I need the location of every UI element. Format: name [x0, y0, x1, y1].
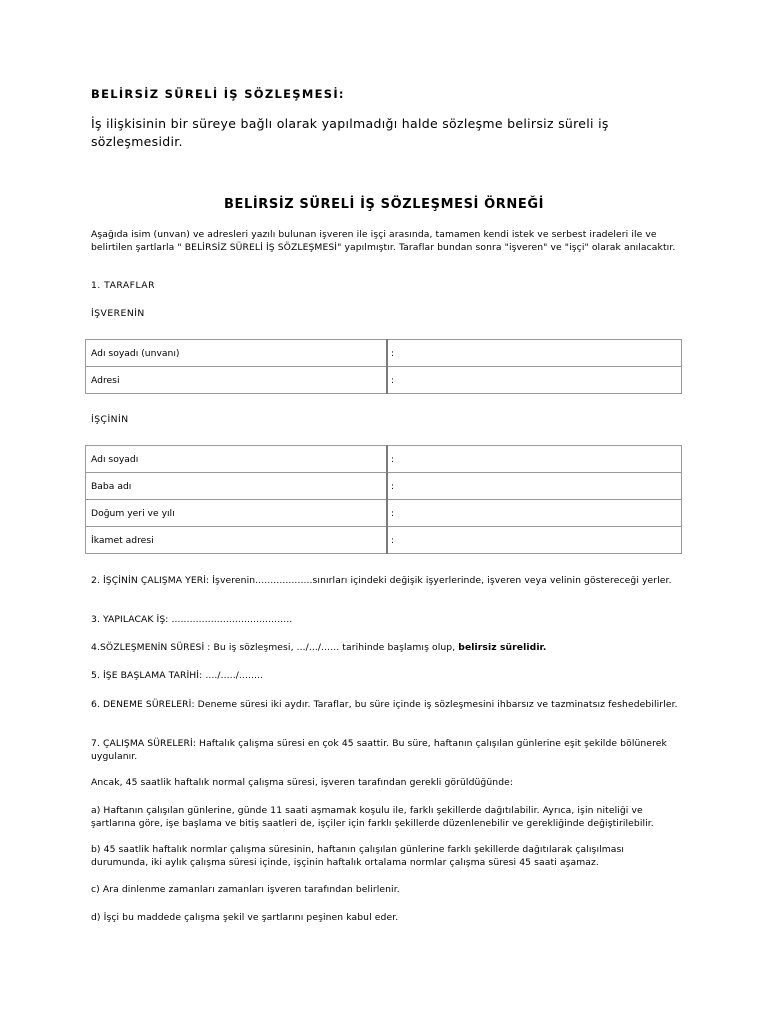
employer-heading: İŞVERENİN — [91, 308, 145, 319]
worker-birth-field[interactable]: : — [387, 500, 682, 527]
worker-address-field[interactable]: : — [387, 527, 682, 554]
table-row — [86, 473, 682, 500]
employer-name-field[interactable]: : — [387, 340, 682, 367]
job-clause: 3. YAPILACAK İŞ: ........................................ — [91, 614, 293, 625]
preamble: Aşağıda isim (unvan) ve adresleri yazılı bulunan işveren ile işçi arasında, tamamen kendi istek ve serbest iradeleri ile ve belirtilen şartlarla " BELİRSİZ SÜRELİ İŞ SÖZLEŞMESİ" yapılmıştır. Taraflar bundan sonra "işveren" ve "işçi" olarak anılacaktır. — [91, 229, 676, 253]
working-time-clause: 7. ÇALIŞMA SÜRELERİ: Haftalık çalışma süresi en çok 45 saattir. Bu süre, haftanın çalışılan günlerine eşit şekilde bölünerek uygulanır. — [91, 738, 667, 762]
intro-text: İş ilişkisinin bir süreye bağlı olarak yapılmadığı halde sözleşme belirsiz süreli iş sözleşmesidir. — [91, 116, 609, 149]
worker-table — [85, 445, 682, 554]
item-c: c) Ara dinlenme zamanları zamanları işveren tarafından belirlenir. — [91, 884, 400, 895]
table-row — [86, 340, 682, 367]
table-row — [86, 446, 682, 473]
table-row — [86, 500, 682, 527]
worker-name-field[interactable]: : — [387, 446, 682, 473]
start-date-clause: 5. İŞE BAŞLAMA TARİHİ: ..../...../........ — [91, 670, 264, 681]
duration-text: 4.SÖZLEŞMENİN SÜRESİ : Bu iş sözleşmesi, .../.../...... tarihinde başlamış olup, — [91, 642, 459, 653]
table-row — [86, 367, 682, 394]
worker-address-label: İkamet adresi — [86, 527, 388, 554]
parties-heading: 1. TARAFLAR — [91, 280, 155, 291]
worker-father-label: Baba adı — [86, 473, 388, 500]
employer-address-label: Adresi — [86, 367, 388, 394]
worker-birth-label: Doğum yeri ve yılı — [86, 500, 388, 527]
item-d: d) İşçi bu maddede çalışma şekil ve şartlarını peşinen kabul eder. — [91, 912, 399, 923]
item-b: b) 45 saatlik haftalık normlar çalışma süresinin, haftanın çalışılan günlerine farklı şekillerde dağıtılarak çalışılması durumunda, iki aylık çalışma süresi içinde, işçinin haftalık ortalama normlar çalışma süresi 45 saati aşamaz. — [91, 844, 625, 868]
employer-address-field[interactable]: : — [387, 367, 682, 394]
employer-name-label: Adı soyadı (unvanı) — [86, 340, 388, 367]
contract-title: BELİRSİZ SÜRELİ İŞ SÖZLEŞMESİ ÖRNEĞİ — [223, 197, 545, 212]
workplace-clause: 2. İŞÇİNİN ÇALIŞMA YERİ: İşverenin...................sınırları içindeki değişik işyerlerinde, işveren veya velinin göstereceği yerler. — [91, 575, 672, 586]
duration-clause — [91, 642, 681, 655]
trial-clause: 6. DENEME SÜRELERİ: Deneme süresi iki aydır. Taraflar, bu süre içinde iş sözleşmesini ihbarsız ve tazminatsız feshedebilirler. — [91, 699, 678, 710]
worker-heading: İŞÇİNİN — [91, 414, 129, 425]
intro-heading: BELİRSİZ SÜRELİ İŞ SÖZLEŞMESİ: — [91, 87, 345, 101]
item-a: a) Haftanın çalışılan günlerine, günde 11 saati aşmamak koşulu ile, farklı şekillerde dağıtılabilir. Ayrıca, işin niteliği ve şartlarına göre, işe başlama ve bitiş saatleri de, işçiler için farklı şekillerde düzenlenebilir ve gerekliğinde değiştirilebilir. — [91, 805, 654, 829]
worker-father-field[interactable]: : — [387, 473, 682, 500]
employer-table — [85, 339, 682, 394]
worker-name-label: Adı soyadı — [86, 446, 388, 473]
table-row — [86, 527, 682, 554]
however-clause: Ancak, 45 saatlik haftalık normal çalışma süresi, işveren tarafından gerekli görüldüğünde: — [91, 777, 514, 788]
duration-bold: belirsiz sürelidir. — [458, 642, 547, 653]
